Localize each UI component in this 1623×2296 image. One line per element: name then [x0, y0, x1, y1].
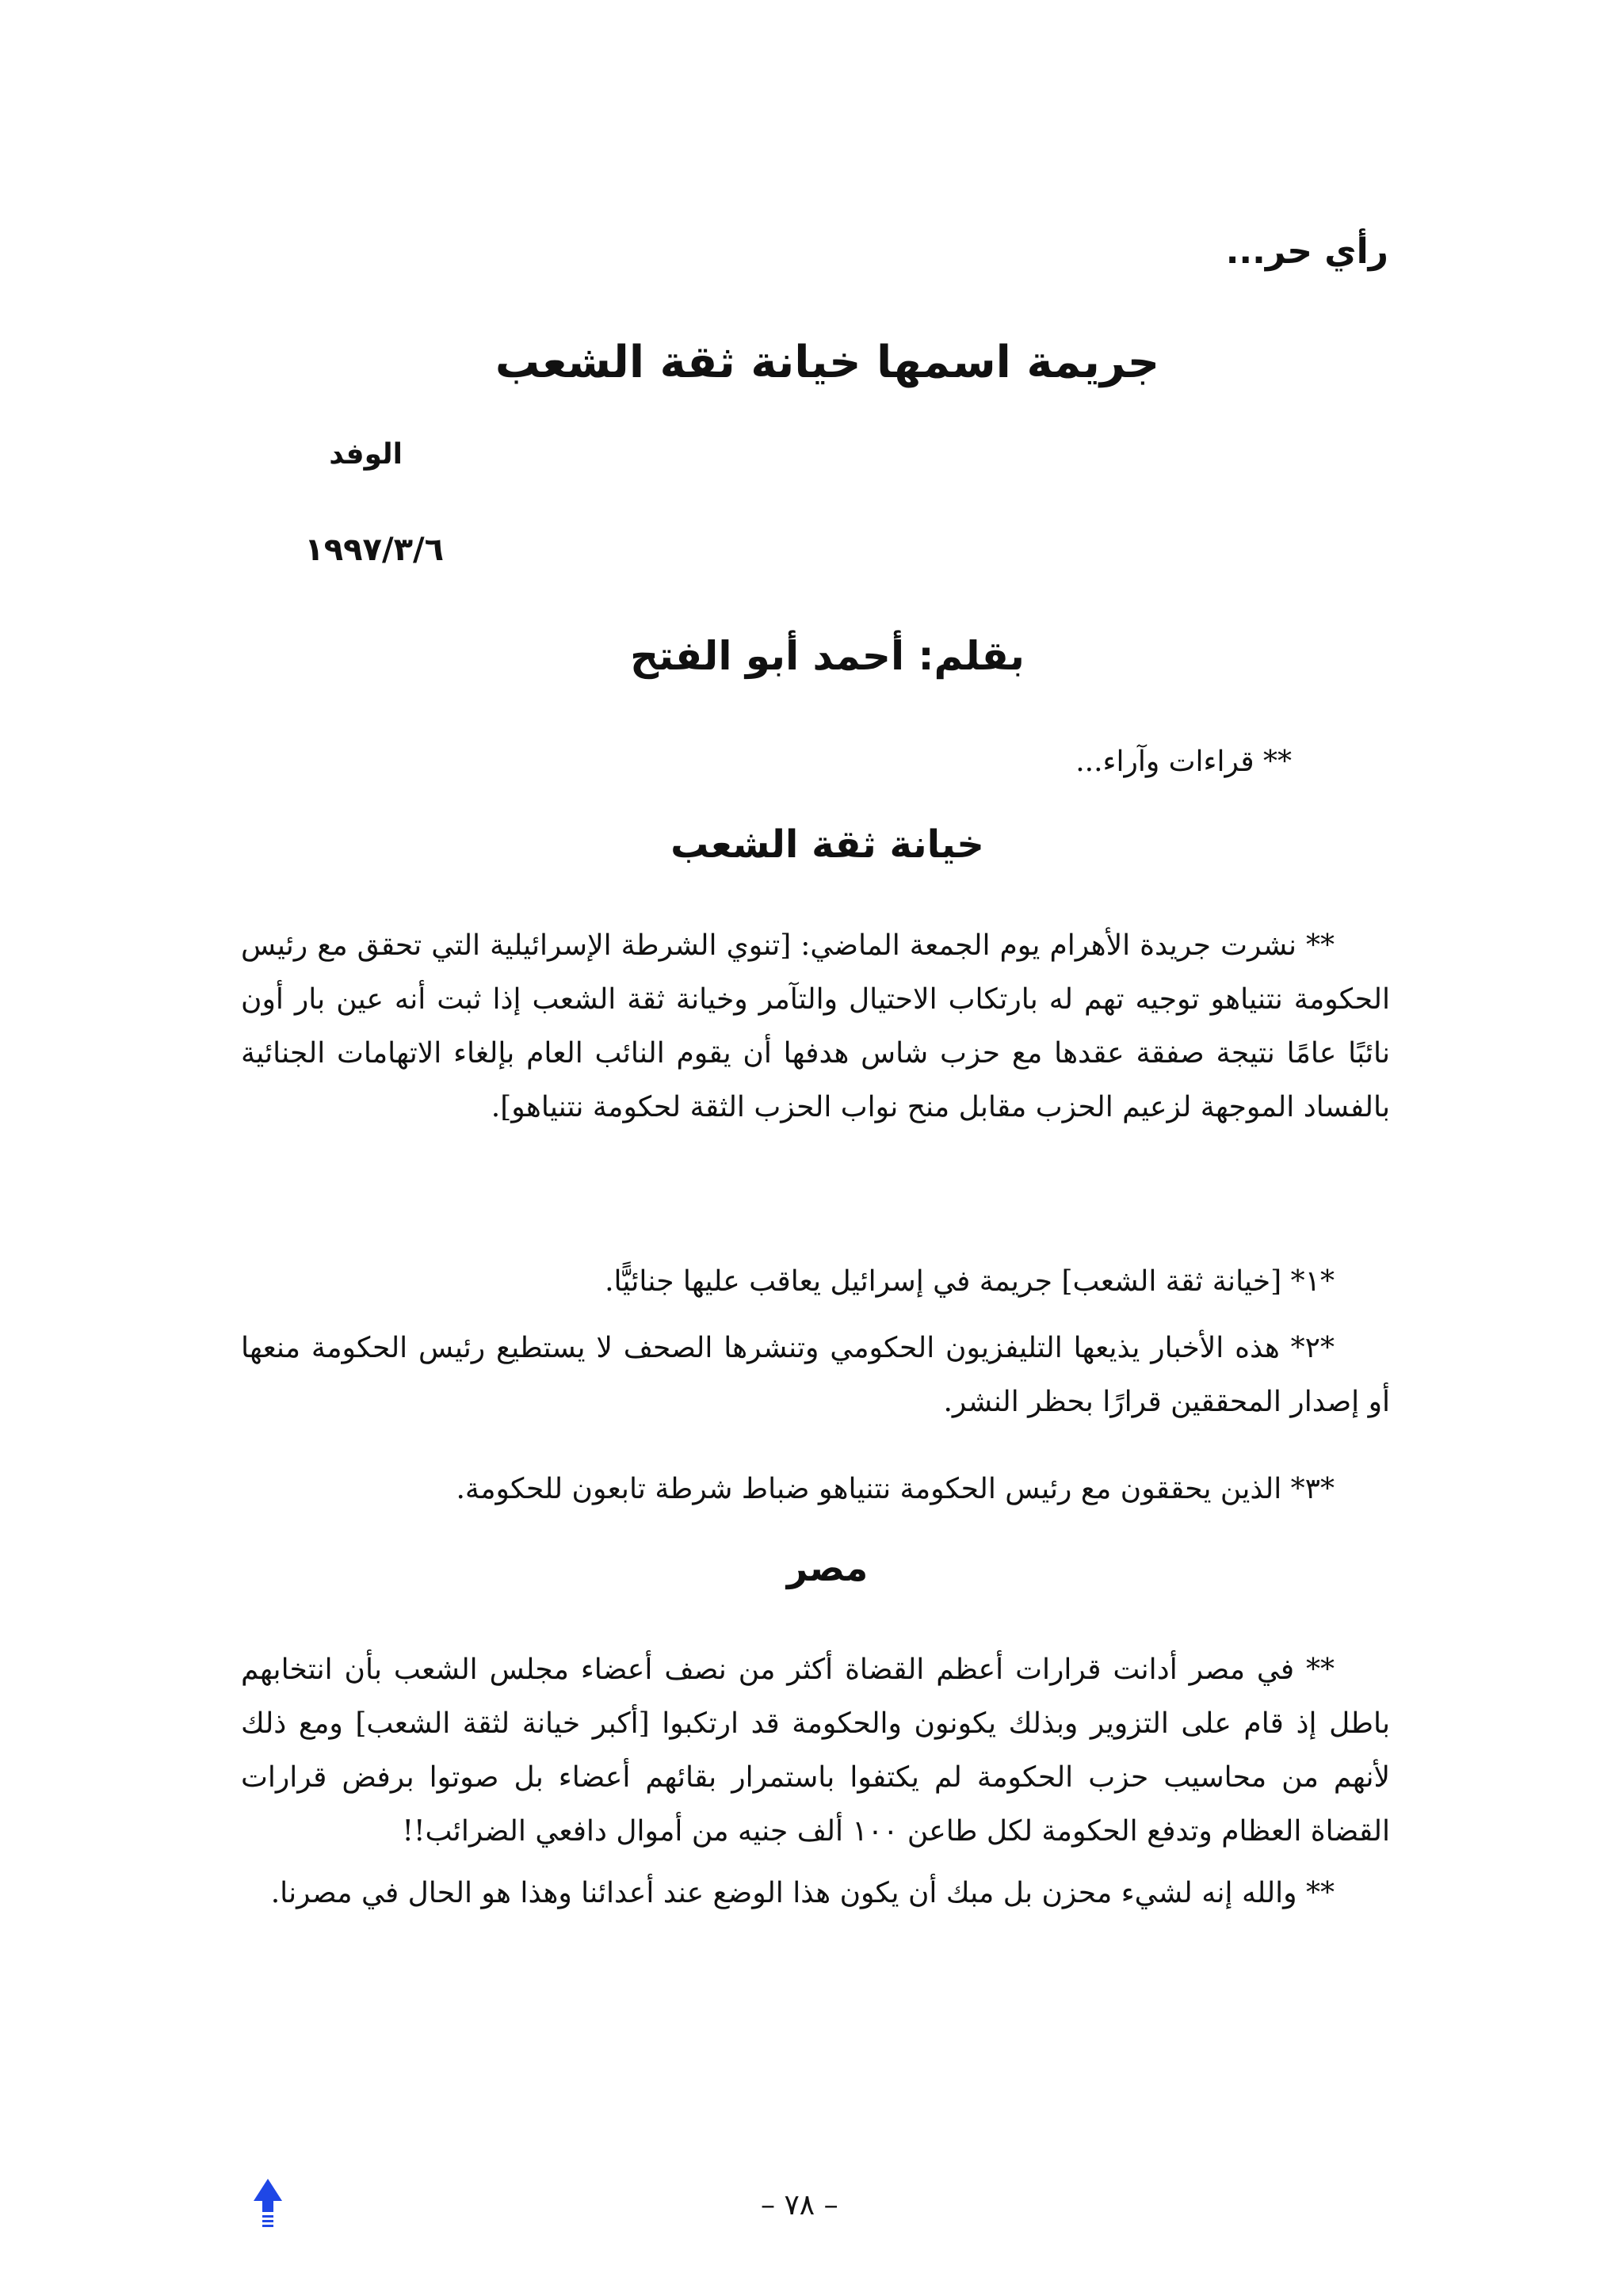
- numbered-point-2: *٢* هذه الأخبار يذيعها التليفزيون الحكومي وتنشرها الصحف لا يستطيع رئيس الحكومة منعها أو إصدار المحققين قرارًا بحظر النشر.: [241, 1332, 1390, 1418]
- source-name: الوفد: [329, 438, 403, 471]
- section-heading-1: خيانة ثقة الشعب: [670, 822, 984, 867]
- kicker: ** قراءات وآراء...: [1075, 746, 1292, 778]
- section-heading-2: مصر: [786, 1547, 869, 1589]
- section-label: رأي حر...: [1225, 231, 1388, 272]
- page-number: – ٧٨ –: [761, 2189, 838, 2222]
- byline: بقلم: أحمد أبو الفتح: [630, 633, 1025, 679]
- numbered-point-2-wrap: [241, 1322, 1390, 1429]
- section-2-body: [241, 1643, 1390, 1920]
- paragraph: ** في مصر أدانت قرارات أعظم القضاة أكثر من نصف أعضاء مجلس الشعب بأن انتخابهم باطل إذ قام على التزوير وبذلك يكونون والحكومة قد ارتكبوا [أكبر خيانة لثقة الشعب] ومع ذلك لأنهم من محاسيب حزب الحكومة لم يكتفوا باستمرار بقائهم أعضاء بل صوتوا برفض قرارات القضاة العظام وتدفع الحكومة لكل طاعن ١٠٠ ألف جنيه من أموال دافعي الضرائب!!: [241, 1653, 1391, 1848]
- section-1-body: [241, 919, 1390, 1135]
- publication-date: ١٩٩٧/٣/٦: [304, 532, 444, 568]
- numbered-point-1: *١* [خيانة ثقة الشعب] جريمة في إسرائيل يعاقب عليها جنائيًّا.: [605, 1265, 1335, 1298]
- numbered-point-3: *٣* الذين يحققون مع رئيس الحكومة نتنياهو ضباط شرطة تابعون للحكومة.: [456, 1473, 1335, 1505]
- paragraph: ** والله إنه لشيء محزن بل مبك أن يكون هذا الوضع عند أعدائنا وهذا هو الحال في مصرنا.: [270, 1877, 1335, 1909]
- article-title: جريمة اسمها خيانة ثقة الشعب: [495, 337, 1160, 388]
- arrow-up-icon[interactable]: [252, 2177, 284, 2233]
- paragraph: ** نشرت جريدة الأهرام يوم الجمعة الماضي: [تنوي الشرطة الإسرائيلية التي تحقق مع رئيس الحكومة نتنياهو توجيه تهم له بارتكاب الاحتيال والتآمر وخيانة ثقة الشعب إذا ثبت أنه عين بار أون نائبًا عامًا نتيجة صفقة عقدها مع حزب شاس هدفها أن يقوم النائب العام بإلغاء الاتهامات الجنائية بالفساد الموجهة لزعيم الحزب مقابل منح نواب الحزب الثقة لحكومة نتنياهو].: [241, 929, 1390, 1123]
